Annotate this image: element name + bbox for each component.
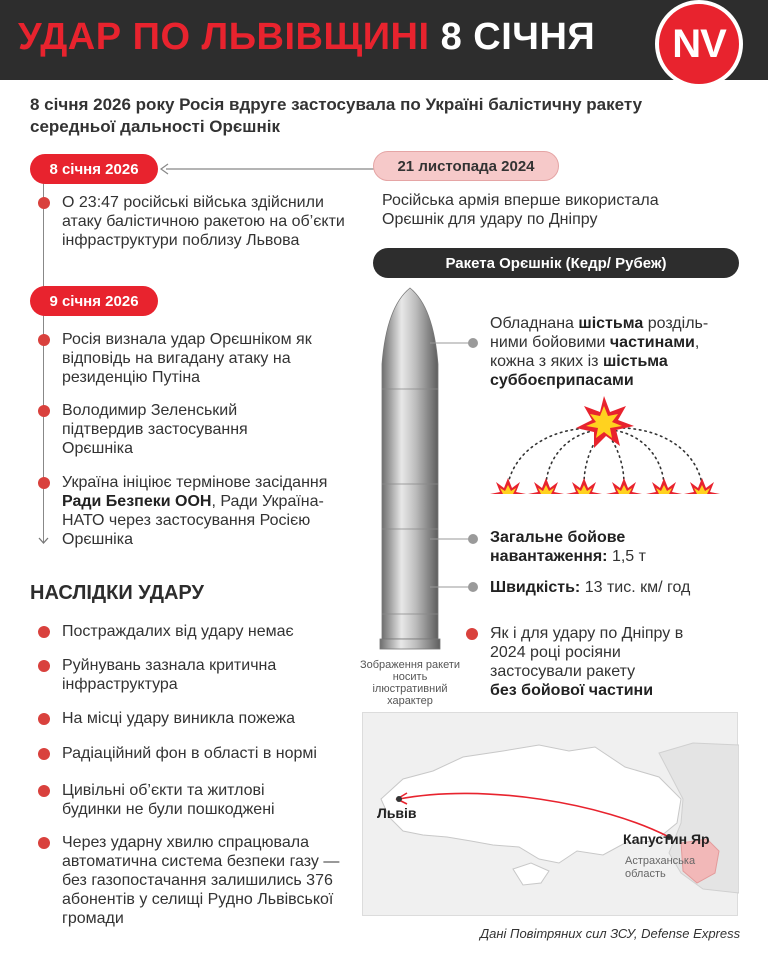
bullet-dot xyxy=(38,660,50,672)
timeline-dot xyxy=(38,477,50,489)
note-dot xyxy=(466,628,478,640)
title-red-part: УДАР ПО ЛЬВІВЩИНІ xyxy=(18,16,430,58)
source-note: Дані Повітряних сил ЗСУ, Defense Express xyxy=(480,926,741,941)
title-white-part: 8 СІЧНЯ xyxy=(440,16,596,58)
spec-warheads: Обладнана шістьма розділь-ними бойовими частинами, кожна з яких із шістьма суббоєприпасами xyxy=(490,315,709,389)
missile-title-bar: Ракета Орєшнік (Кедр/ Рубеж) xyxy=(373,248,739,278)
ukraine-map-image xyxy=(363,713,739,917)
spec-dot xyxy=(468,534,478,544)
bullet-dot xyxy=(38,837,50,849)
consequences-title: НАСЛІДКИ УДАРУ xyxy=(30,582,204,604)
event-russia-admitted: Росія визнала удар Орєшніком як відповідь на вигадану атаку на резиденцію Путіна xyxy=(62,331,312,386)
bullet-dot xyxy=(38,748,50,760)
date-badge-21-nov: 21 листопада 2024 xyxy=(373,151,559,181)
event-zelensky: Володимир Зеленський підтвердив застосування Орєшніка xyxy=(62,402,248,457)
consequence-item: На місці удару виникла пожежа xyxy=(62,710,295,727)
timeline-arrow-icon xyxy=(38,536,49,546)
consequence-item: Цивільні об’єкти та житлові будинки не були пошкоджені xyxy=(62,782,275,818)
spec-speed: Швидкість: 13 тис. км/ год xyxy=(490,579,691,596)
map-label-kapustin-yar: Капустин Яр xyxy=(623,831,710,847)
spec-no-warhead: Як і для удару по Дніпру в 2024 році росіяни застосували ракету без бойової частини xyxy=(490,625,684,699)
consequence-item: Руйнувань зазнала критична інфраструктура xyxy=(62,657,277,693)
logo-text: NV xyxy=(672,21,726,66)
strike-map xyxy=(362,712,738,916)
header-bar xyxy=(0,0,768,80)
event-dnipro: Російська армія вперше використала Орєшнік для удару по Дніпру xyxy=(382,192,659,228)
missile-caption: Зображення ракети носить ілюстративний характер xyxy=(359,659,461,707)
event-attack: О 23:47 російські війська здійснили атаку балістичною ракетою на об’єкти інфраструктури поблизу Львова xyxy=(62,194,345,249)
spec-dot xyxy=(468,338,478,348)
map-label-astrakhan: Астраханська область xyxy=(625,855,696,880)
nv-logo xyxy=(655,0,743,88)
subtitle: 8 січня 2026 року Росія вдруге застосувала по Україні балістичну ракету середньої дальності Орєшнік xyxy=(30,95,643,136)
connector-arrow-icon xyxy=(158,162,378,176)
page-title xyxy=(18,16,595,59)
timeline-dot xyxy=(38,334,50,346)
bullet-dot xyxy=(38,626,50,638)
date-badge-8-jan: 8 січня 2026 xyxy=(30,154,158,184)
timeline-dot xyxy=(38,405,50,417)
consequence-item: Радіаційний фон в області в нормі xyxy=(62,745,317,762)
map-label-lviv: Львів xyxy=(377,805,417,821)
bullet-dot xyxy=(38,785,50,797)
timeline-dot xyxy=(38,197,50,209)
spec-payload: Загальне бойове навантаження: 1,5 т xyxy=(490,529,646,565)
warhead-explosion-icon xyxy=(490,396,722,508)
consequence-item: Постраждалих від удару немає xyxy=(62,623,294,640)
event-un-council: Україна ініціює термінове засідання Ради Безпеки ООН, Ради Україна-НАТО через застосування Росією Орєшніка xyxy=(62,474,328,548)
consequence-item: Через ударну хвилю спрацювала автоматична система безпеки газу — без газопостачання залишились 376 абонентів у селищі Рудно Львівської громади xyxy=(62,834,340,927)
date-badge-9-jan: 9 січня 2026 xyxy=(30,286,158,316)
spec-dot xyxy=(468,582,478,592)
bullet-dot xyxy=(38,713,50,725)
